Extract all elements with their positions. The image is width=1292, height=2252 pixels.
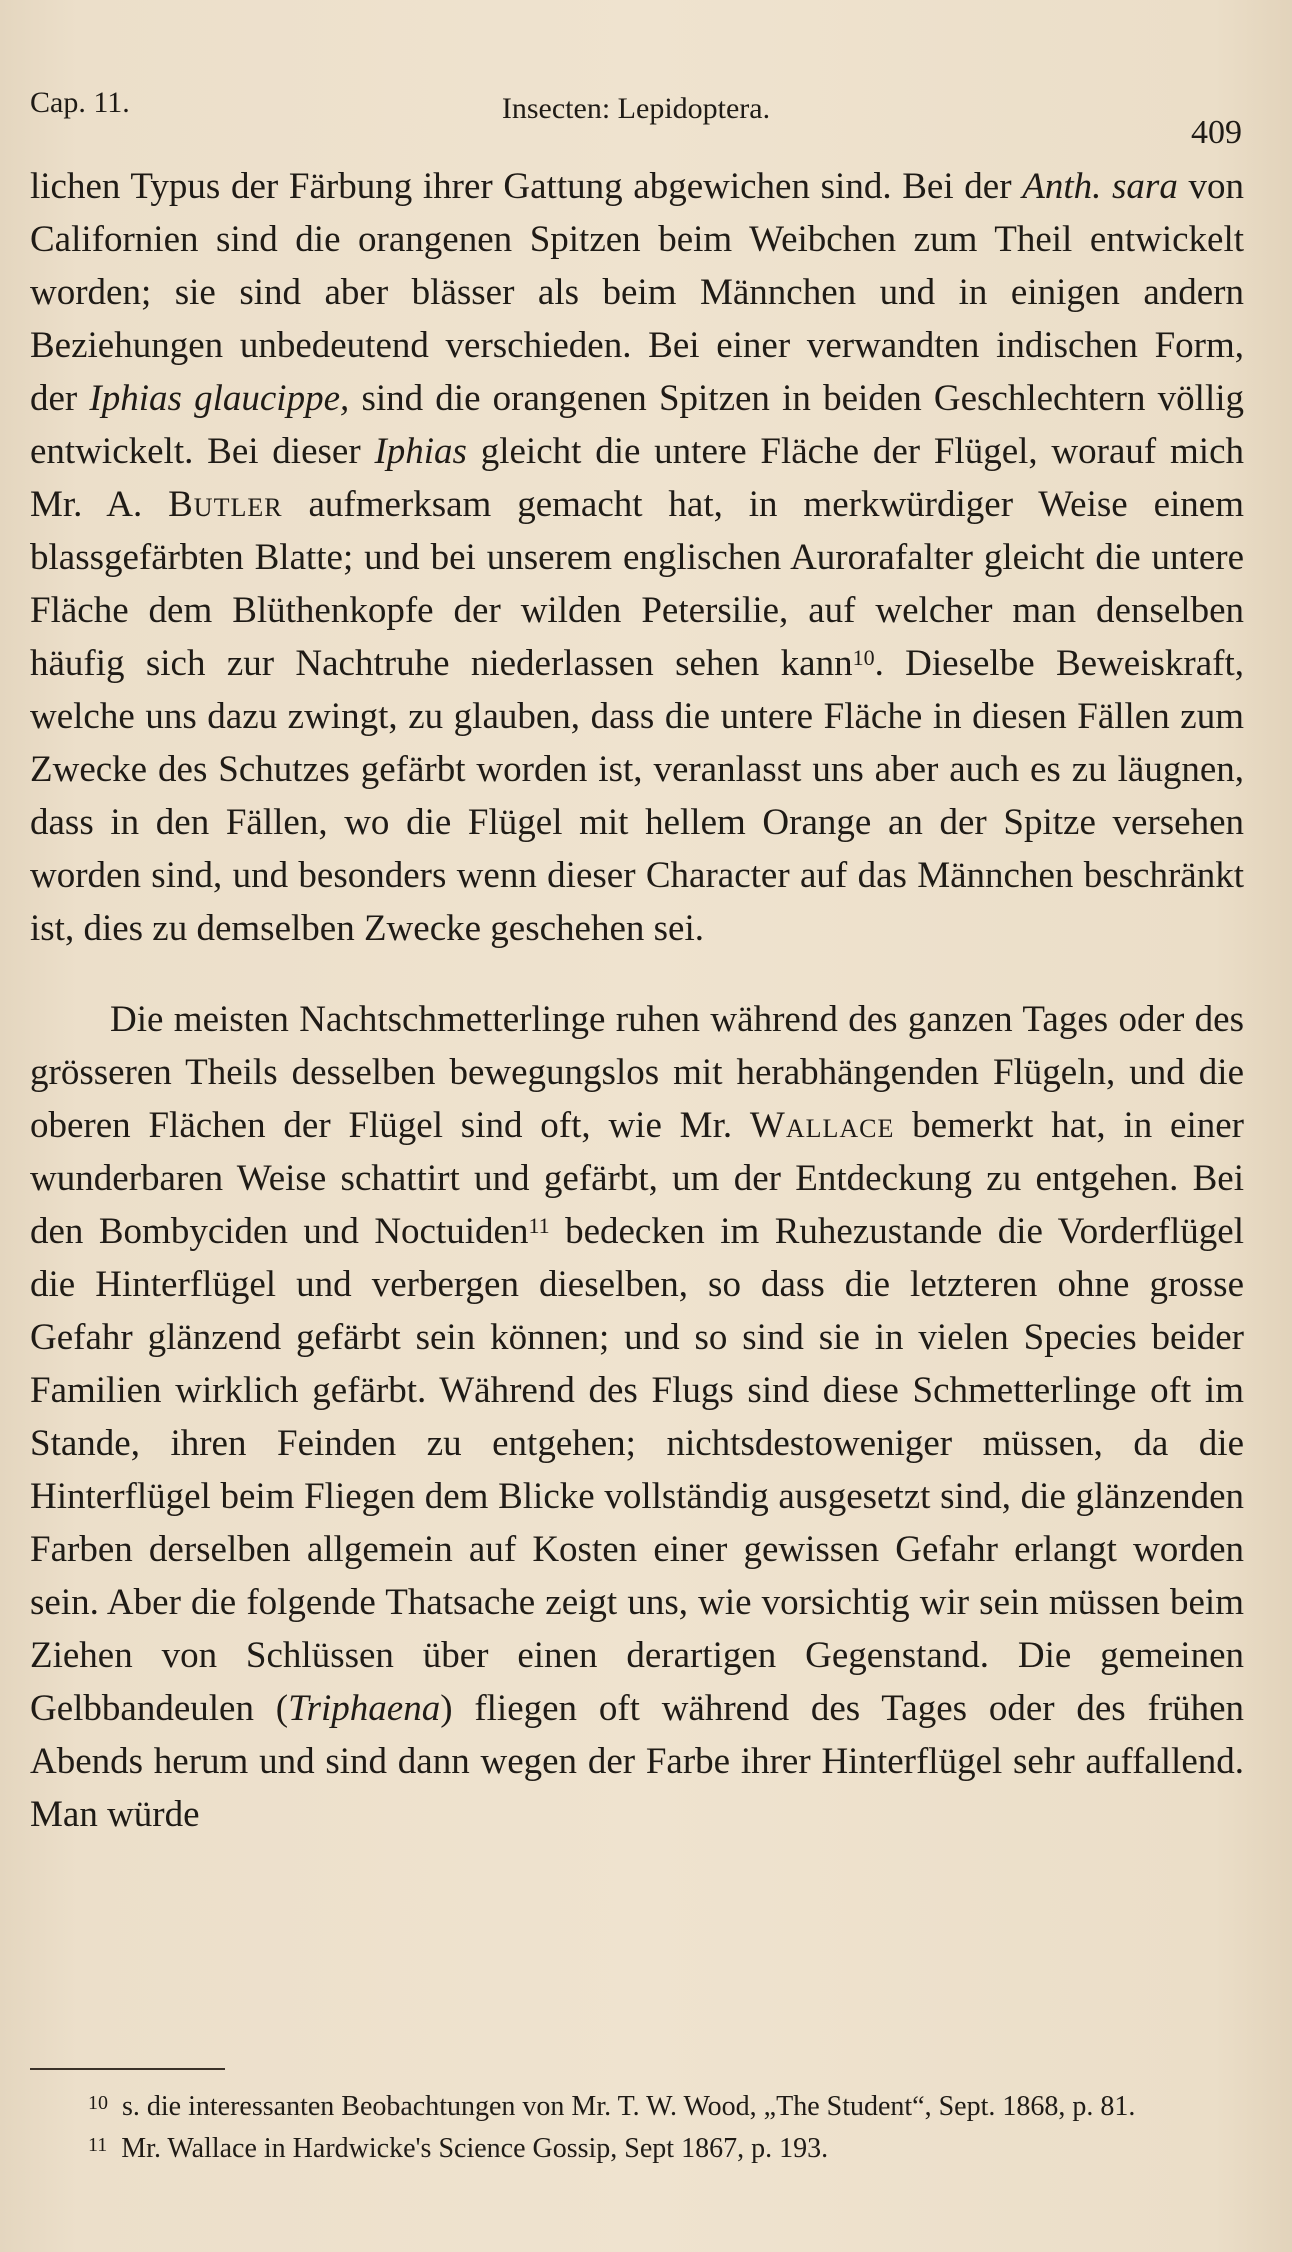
footnote-divider — [30, 2068, 225, 2070]
chapter-label: Cap. 11. — [30, 86, 130, 119]
text-run: sind die orangenen Spitzen in beiden Geschlechtern völlig entwickelt. Bei dieser — [30, 378, 1244, 472]
footnote-ref: 10 — [852, 645, 875, 670]
footnote-ref: 11 — [528, 1213, 550, 1238]
page-number: 409 — [1191, 114, 1242, 151]
footnote-10 — [26, 2086, 1244, 2128]
running-title: Insecten: Lepidoptera. — [501, 92, 771, 125]
species-name: Anth. sara — [1022, 166, 1178, 207]
paragraph-2 — [30, 993, 1244, 1841]
text-run: Die meisten Nachtschmetterlinge ruhen während des ganzen Tages oder des grösseren Theils desselben bewegungslos mit herabhängenden Flügeln, und die oberen Flächen der Flügel sind oft, wie Mr. — [30, 999, 1244, 1146]
running-header — [30, 78, 1242, 151]
author-name: Butler — [168, 484, 283, 525]
footnote-11 — [26, 2128, 1244, 2170]
footnote-mark: 11 — [88, 2134, 108, 2156]
author-name: Wallace — [749, 1105, 895, 1146]
text-run: gleicht die untere Fläche der Flügel, worauf mich Mr. A. — [30, 431, 1244, 525]
footnote-text: s. die interessanten Beobachtungen von Mr. T. W. Wood, „The Student“, Sept. 1868, p. 81. — [122, 2091, 1136, 2122]
text-run: von Californien sind die orangenen Spitzen beim Weibchen zum Theil entwickelt worden; sie sind aber blässer als beim Männchen und in einigen andern Beziehungen unbedeutend verschieden. Bei einer verwandten indischen Form, der — [30, 166, 1244, 419]
text-run: bemerkt hat, in einer wunderbaren Weise schattirt und gefärbt, um der Entdeckung zu entgehen. Bei den Bombyciden und Noctuiden — [30, 1105, 1244, 1252]
genus-name: Triphaena — [288, 1688, 441, 1729]
footnote-text: Mr. Wallace in Hardwicke's Science Gossip, Sept 1867, p. 193. — [121, 2133, 829, 2164]
main-text — [30, 160, 1244, 1841]
text-run: . Dieselbe Beweiskraft, welche uns dazu zwingt, zu glauben, dass die untere Fläche in diesen Fällen zum Zwecke des Schutzes gefärbt worden ist, veranlasst uns aber auch es zu läugnen, dass in den Fällen, wo die Flügel mit hellem Orange an der Spitze versehen worden sind, und besonders wenn dieser Character auf das Männchen beschränkt ist, dies zu demselben Zwecke geschehen sei. — [30, 643, 1244, 949]
text-run: ) fliegen oft während des Tages oder des frühen Abends herum und sind dann wegen der Farbe ihrer Hinterflügel sehr auffallend. Man würde — [30, 1688, 1245, 1835]
footnote-mark: 10 — [88, 2092, 108, 2114]
text-run: lichen Typus der Färbung ihrer Gattung abgewichen sind. Bei der — [30, 166, 1023, 207]
text-run: aufmerksam gemacht hat, in merkwürdiger Weise einem blassgefärbten Blatte; und bei unserem englischen Aurorafalter gleicht die untere Fläche dem Blüthenkopfe der wilden Petersilie, auf welcher man denselben häufig sich zur Nachtruhe niederlassen sehen kann — [30, 484, 1244, 684]
paragraph-1 — [30, 160, 1244, 955]
species-name: Iphias glaucippe, — [89, 378, 350, 419]
genus-name: Iphias — [374, 431, 467, 472]
footnotes — [26, 2086, 1244, 2170]
text-run: bedecken im Ruhezustande die Vorderflügel die Hinterflügel und verbergen dieselben, so dass die letzteren ohne grosse Gefahr glänzend gefärbt sein können; und so sind sie in vielen Species beider Familien wirklich gefärbt. Während des Flugs sind diese Schmetterlinge oft im Stande, ihren Feinden zu entgehen; nichtsdestoweniger müssen, da die Hinterflügel beim Fliegen dem Blicke vollständig ausgesetzt sind, die glänzenden Farben derselben allgemein auf Kosten einer gewissen Gefahr erlangt worden sein. Aber die folgende Thatsache zeigt uns, wie vorsichtig wir sein müssen beim Ziehen von Schlüssen über einen derartigen Gegenstand. Die gemeinen Gelbbandeulen ( — [30, 1211, 1244, 1729]
